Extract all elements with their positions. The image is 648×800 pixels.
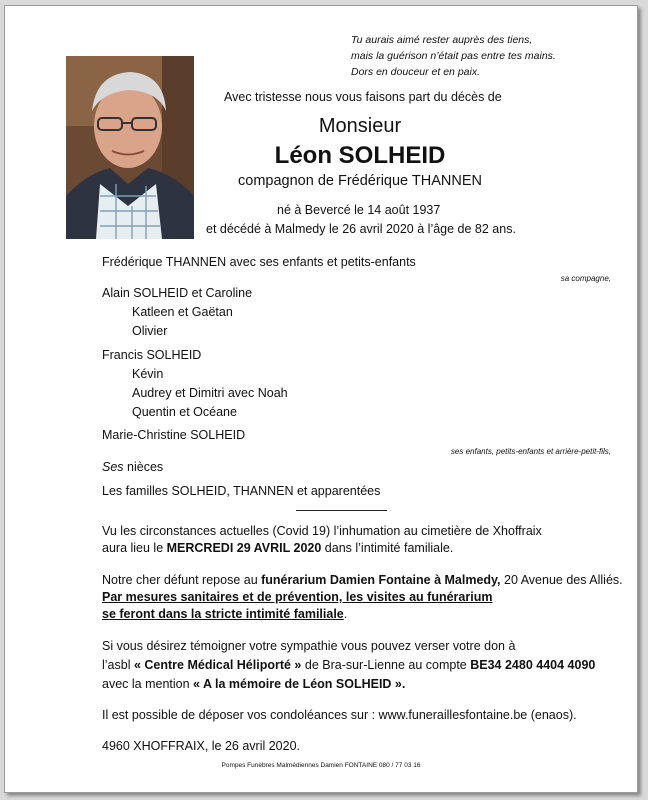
nieces-rest: nièces (123, 460, 164, 474)
footer-funeral-home: Pompes Funèbres Malmédiennes Damien FONTAINE 080 / 77 03 16 (221, 762, 421, 769)
deceased-name: Léon SOLHEID (274, 142, 446, 169)
companion-line: compagnon de Frédérique THANNEN (238, 173, 482, 189)
place-date: 4960 XHOFFRAIX, le 26 avril 2020. (102, 739, 301, 753)
donation-mention: « A la mémoire de Léon SOLHEID ». (193, 677, 406, 691)
birth-line: né à Bevercé le 14 août 1937 (277, 203, 441, 217)
donation-org: « Centre Médical Héliporté » (133, 658, 302, 672)
burial-line-2 (102, 541, 453, 555)
sanitary-text-1: Par mesures sanitaires et de prévention, les visites au funérarium (102, 590, 493, 604)
family-francis-child-3: Quentin et Océane (132, 405, 237, 419)
donation-text-a: l’asbl (102, 658, 134, 672)
intro-text: Avec tristesse nous vous faisons part du décès de (224, 90, 502, 104)
donation-account: BE34 2480 4404 4090 (470, 658, 596, 672)
funeral-home-name: funérarium Damien Fontaine à Malmedy, (261, 573, 501, 587)
sanitary-line-2 (102, 607, 347, 621)
sanitary-period: . (343, 607, 348, 621)
portrait-photo (66, 56, 194, 239)
family-francis-child-1: Kévin (132, 367, 164, 381)
family-alain-child-2: Olivier (132, 324, 168, 338)
poem-line-3: Dors en douceur et en paix. (351, 66, 480, 78)
family-alain: Alain SOLHEID et Caroline (102, 286, 253, 300)
nieces-ses: Ses (102, 460, 124, 474)
funeral-home-address: 20 Avenue des Alliés. (500, 573, 623, 587)
donation-mention-label: avec la mention (102, 677, 194, 691)
burial-date: MERCREDI 29 AVRIL 2020 (166, 541, 322, 555)
poem (351, 32, 556, 80)
poem-line-1: Tu aurais aimé rester auprès des tiens, (351, 34, 533, 46)
donation-line-3 (102, 677, 405, 691)
funeral-text-a: Notre cher défunt repose au (102, 573, 262, 587)
separator-line (296, 510, 387, 511)
donation-text-c: de Bra-sur-Lienne au compte (301, 658, 471, 672)
family-francis-child-2: Audrey et Dimitri avec Noah (132, 386, 288, 400)
funeral-home-line (102, 573, 623, 587)
family-companion: Frédérique THANNEN avec ses enfants et petits-enfants (102, 255, 416, 269)
poem-line-2: mais la guérison n’était pas entre tes mains. (351, 50, 556, 62)
burial-line-1: Vu les circonstances actuelles (Covid 19) l’inhumation au cimetière de Xhoffraix (102, 524, 542, 538)
honorific: Monsieur (318, 115, 402, 137)
family-extended: Les familles SOLHEID, THANNEN et apparentées (102, 484, 381, 498)
sanitary-line-1 (102, 590, 492, 604)
sanitary-text-2: se feront dans la stricte intimité familiale (102, 607, 344, 621)
condolences-line: Il est possible de déposer vos condoléances sur : www.funeraillesfontaine.be (enaos). (102, 708, 577, 722)
family-nieces (102, 460, 163, 474)
role-children: ses enfants, petits-enfants et arrière-petit-fils, (450, 447, 611, 456)
donation-line-1: Si vous désirez témoigner votre sympathie vous pouvez verser votre don à (102, 639, 516, 653)
role-companion: sa compagne, (560, 274, 611, 283)
family-francis: Francis SOLHEID (102, 348, 202, 362)
donation-line-2 (102, 658, 595, 672)
family-marie-christine: Marie-Christine SOLHEID (102, 428, 246, 442)
death-line: et décédé à Malmedy le 26 avril 2020 à l’âge de 82 ans. (206, 222, 516, 236)
obituary-page (4, 5, 638, 793)
burial-text-a: aura lieu le (102, 541, 167, 555)
family-alain-child-1: Katleen et Gaëtan (132, 305, 233, 319)
burial-text-c: dans l’intimité familiale. (321, 541, 454, 555)
